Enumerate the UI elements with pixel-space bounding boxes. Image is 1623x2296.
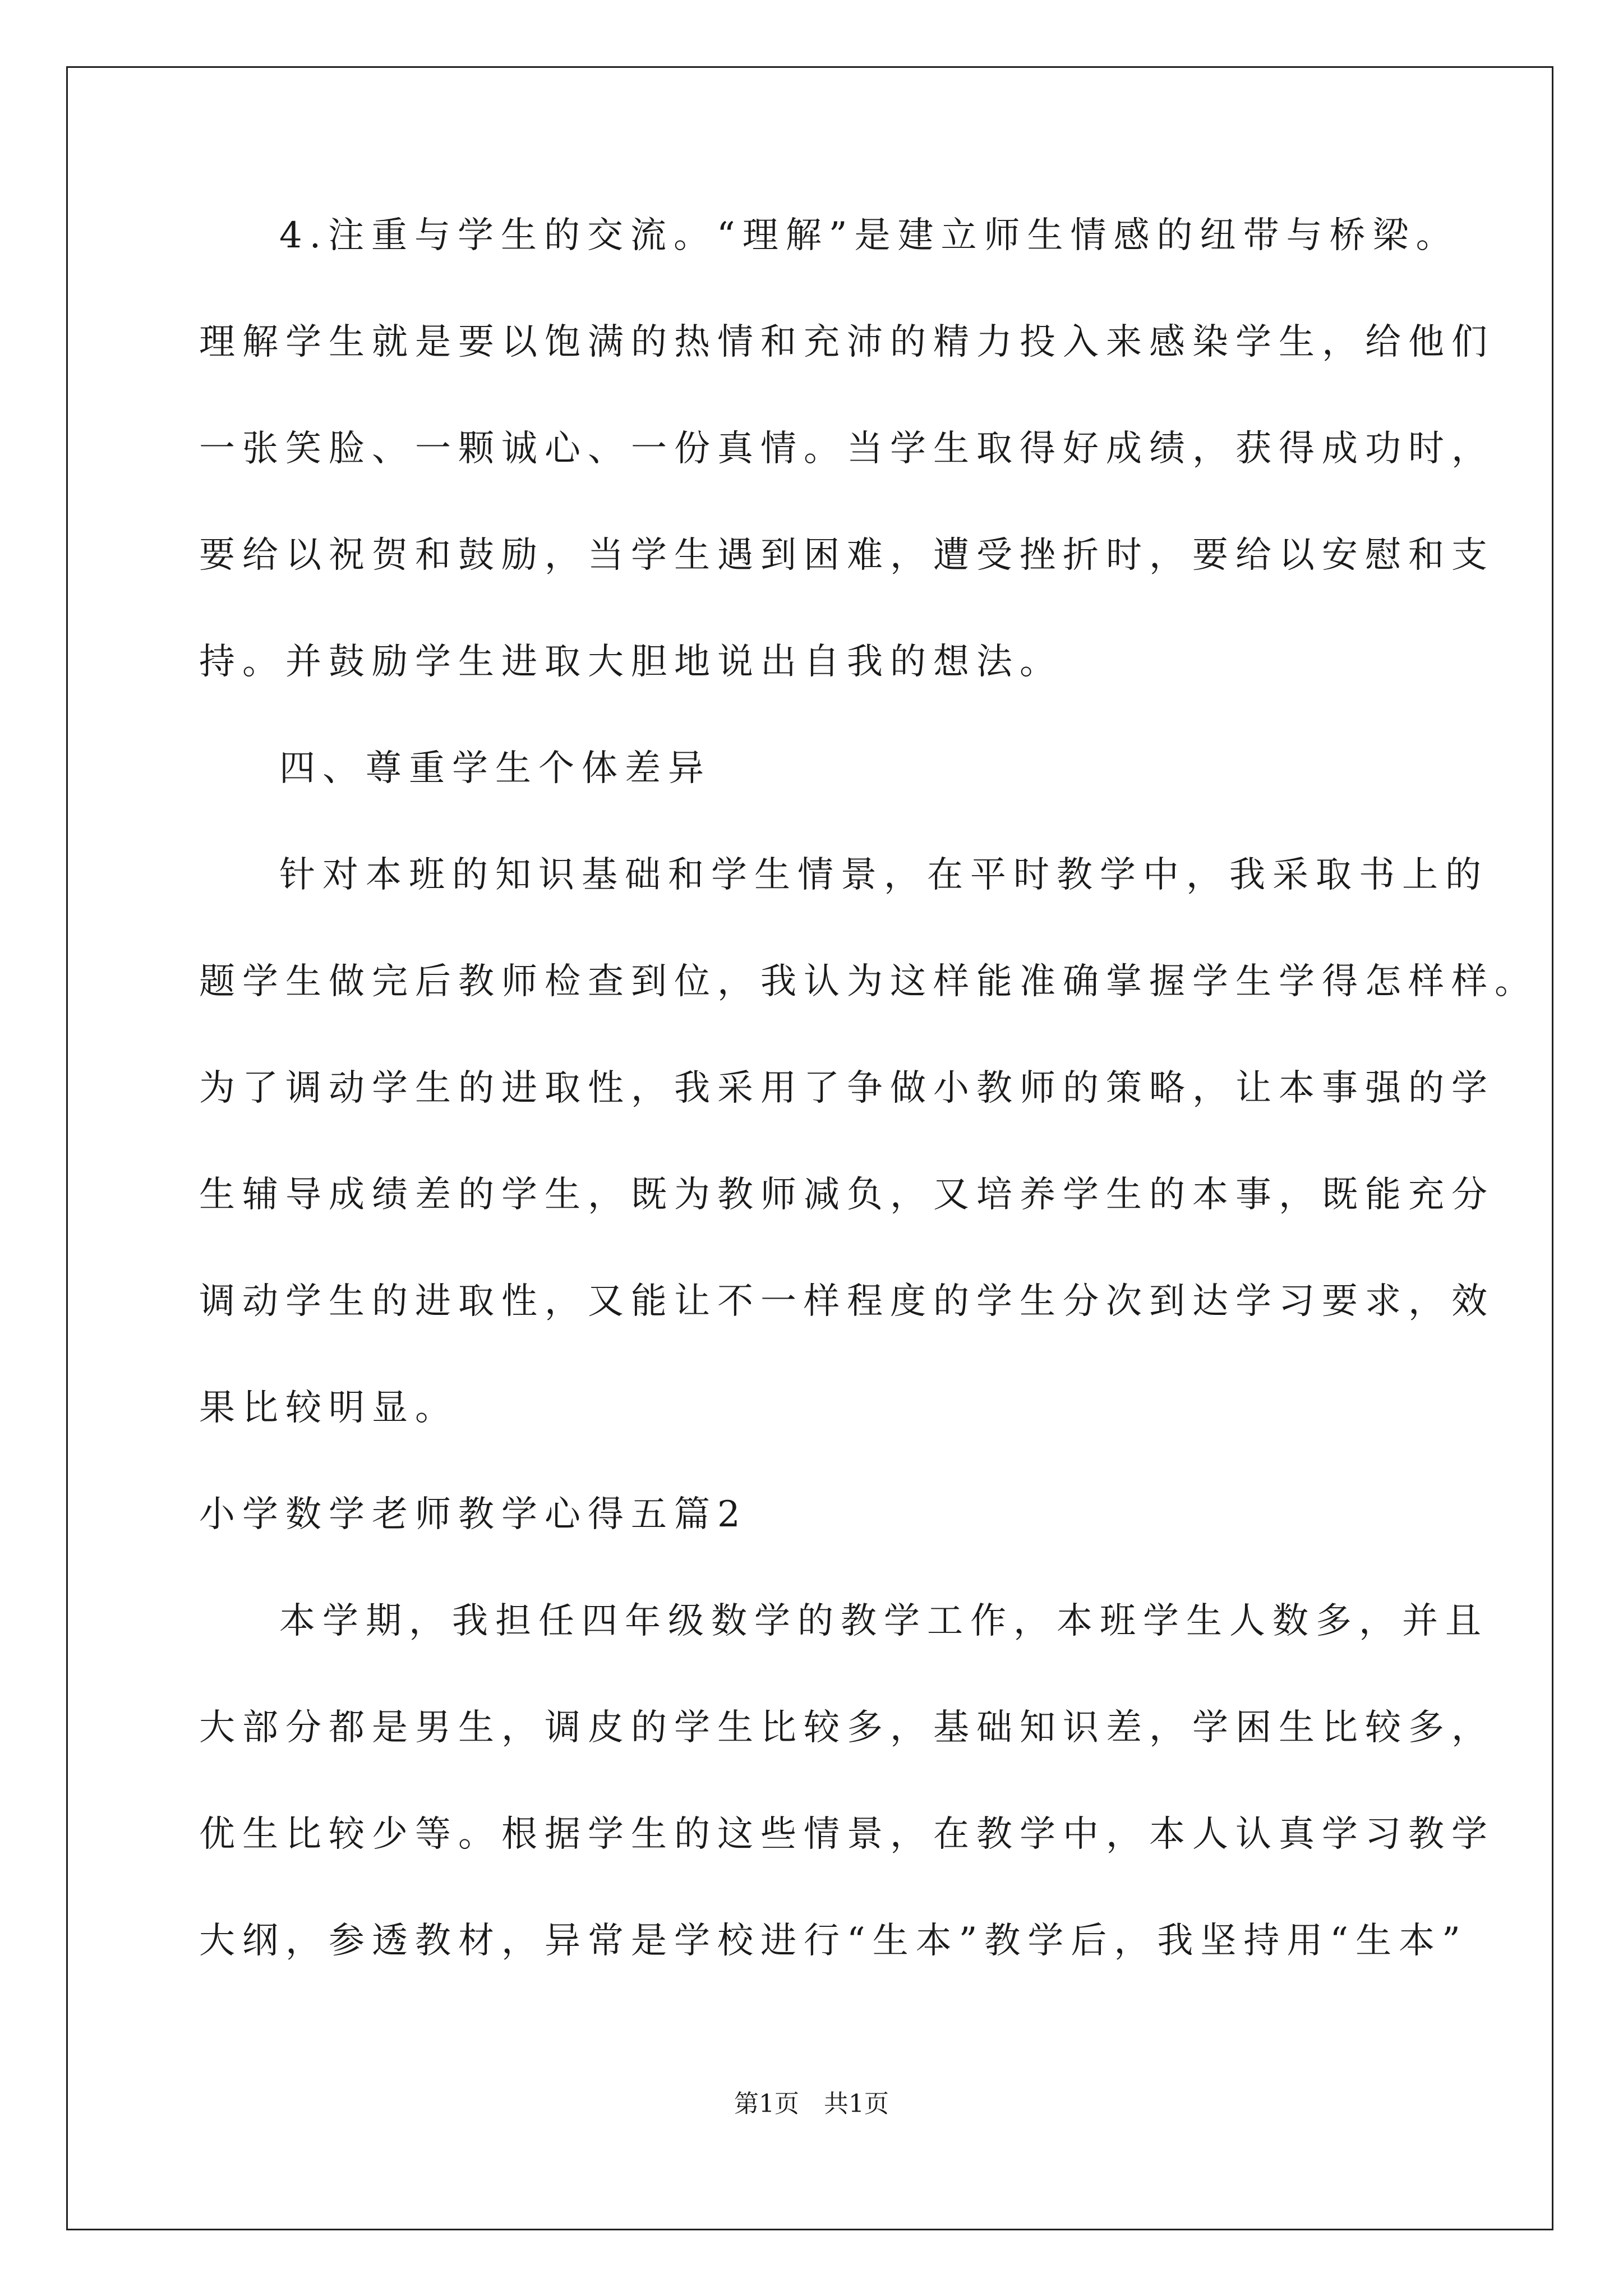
article-title: 小学数学老师教学心得五篇2 [199, 1494, 748, 1535]
paragraph-line: 大部分都是男生，调皮的学生比较多，基础知识差，学困生比较多， [199, 1707, 1495, 1749]
page-border [66, 66, 1553, 2230]
paragraph-line: 一张笑脸、一颗诚心、一份真情。当学生取得好成绩，获得成功时， [199, 428, 1495, 470]
paragraph-line: 本学期，我担任四年级数学的教学工作，本班学生人数多，并且 [279, 1600, 1488, 1642]
paragraph-line: 优生比较少等。根据学生的这些情景，在教学中，本人认真学习教学 [199, 1814, 1495, 1855]
paragraph-line: 为了调动学生的进取性，我采用了争做小教师的策略，让本事强的学 [199, 1068, 1495, 1109]
section-heading: 四、尊重学生个体差异 [279, 748, 711, 789]
paragraph-line: 持。并鼓励学生进取大胆地说出自我的想法。 [199, 641, 1063, 683]
paragraph-line: 要给以祝贺和鼓励，当学生遇到困难，遭受挫折时，要给以安慰和支 [199, 535, 1495, 576]
paragraph-line: 针对本班的知识基础和学生情景，在平时教学中，我采取书上的 [279, 854, 1488, 896]
paragraph-line: 4.注重与学生的交流。“理解”是建立师生情感的纽带与桥梁。 [279, 215, 1459, 256]
page-footer: 第1页 共1页 [734, 2090, 889, 2118]
paragraph-line: 理解学生就是要以饱满的热情和充沛的精力投入来感染学生，给他们 [199, 321, 1495, 363]
paragraph-line: 调动学生的进取性，又能让不一样程度的学生分次到达学习要求，效 [199, 1281, 1495, 1322]
paragraph-line: 生辅导成绩差的学生，既为教师减负，又培养学生的本事，既能充分 [199, 1174, 1495, 1216]
paragraph-line: 大纲，参透教材，异常是学校进行“生本”教学后，我坚持用“生本” [199, 1920, 1468, 1962]
paragraph-line: 题学生做完后教师检查到位，我认为这样能准确掌握学生学得怎样样。 [199, 961, 1538, 1002]
paragraph-line: 果比较明显。 [199, 1387, 458, 1429]
